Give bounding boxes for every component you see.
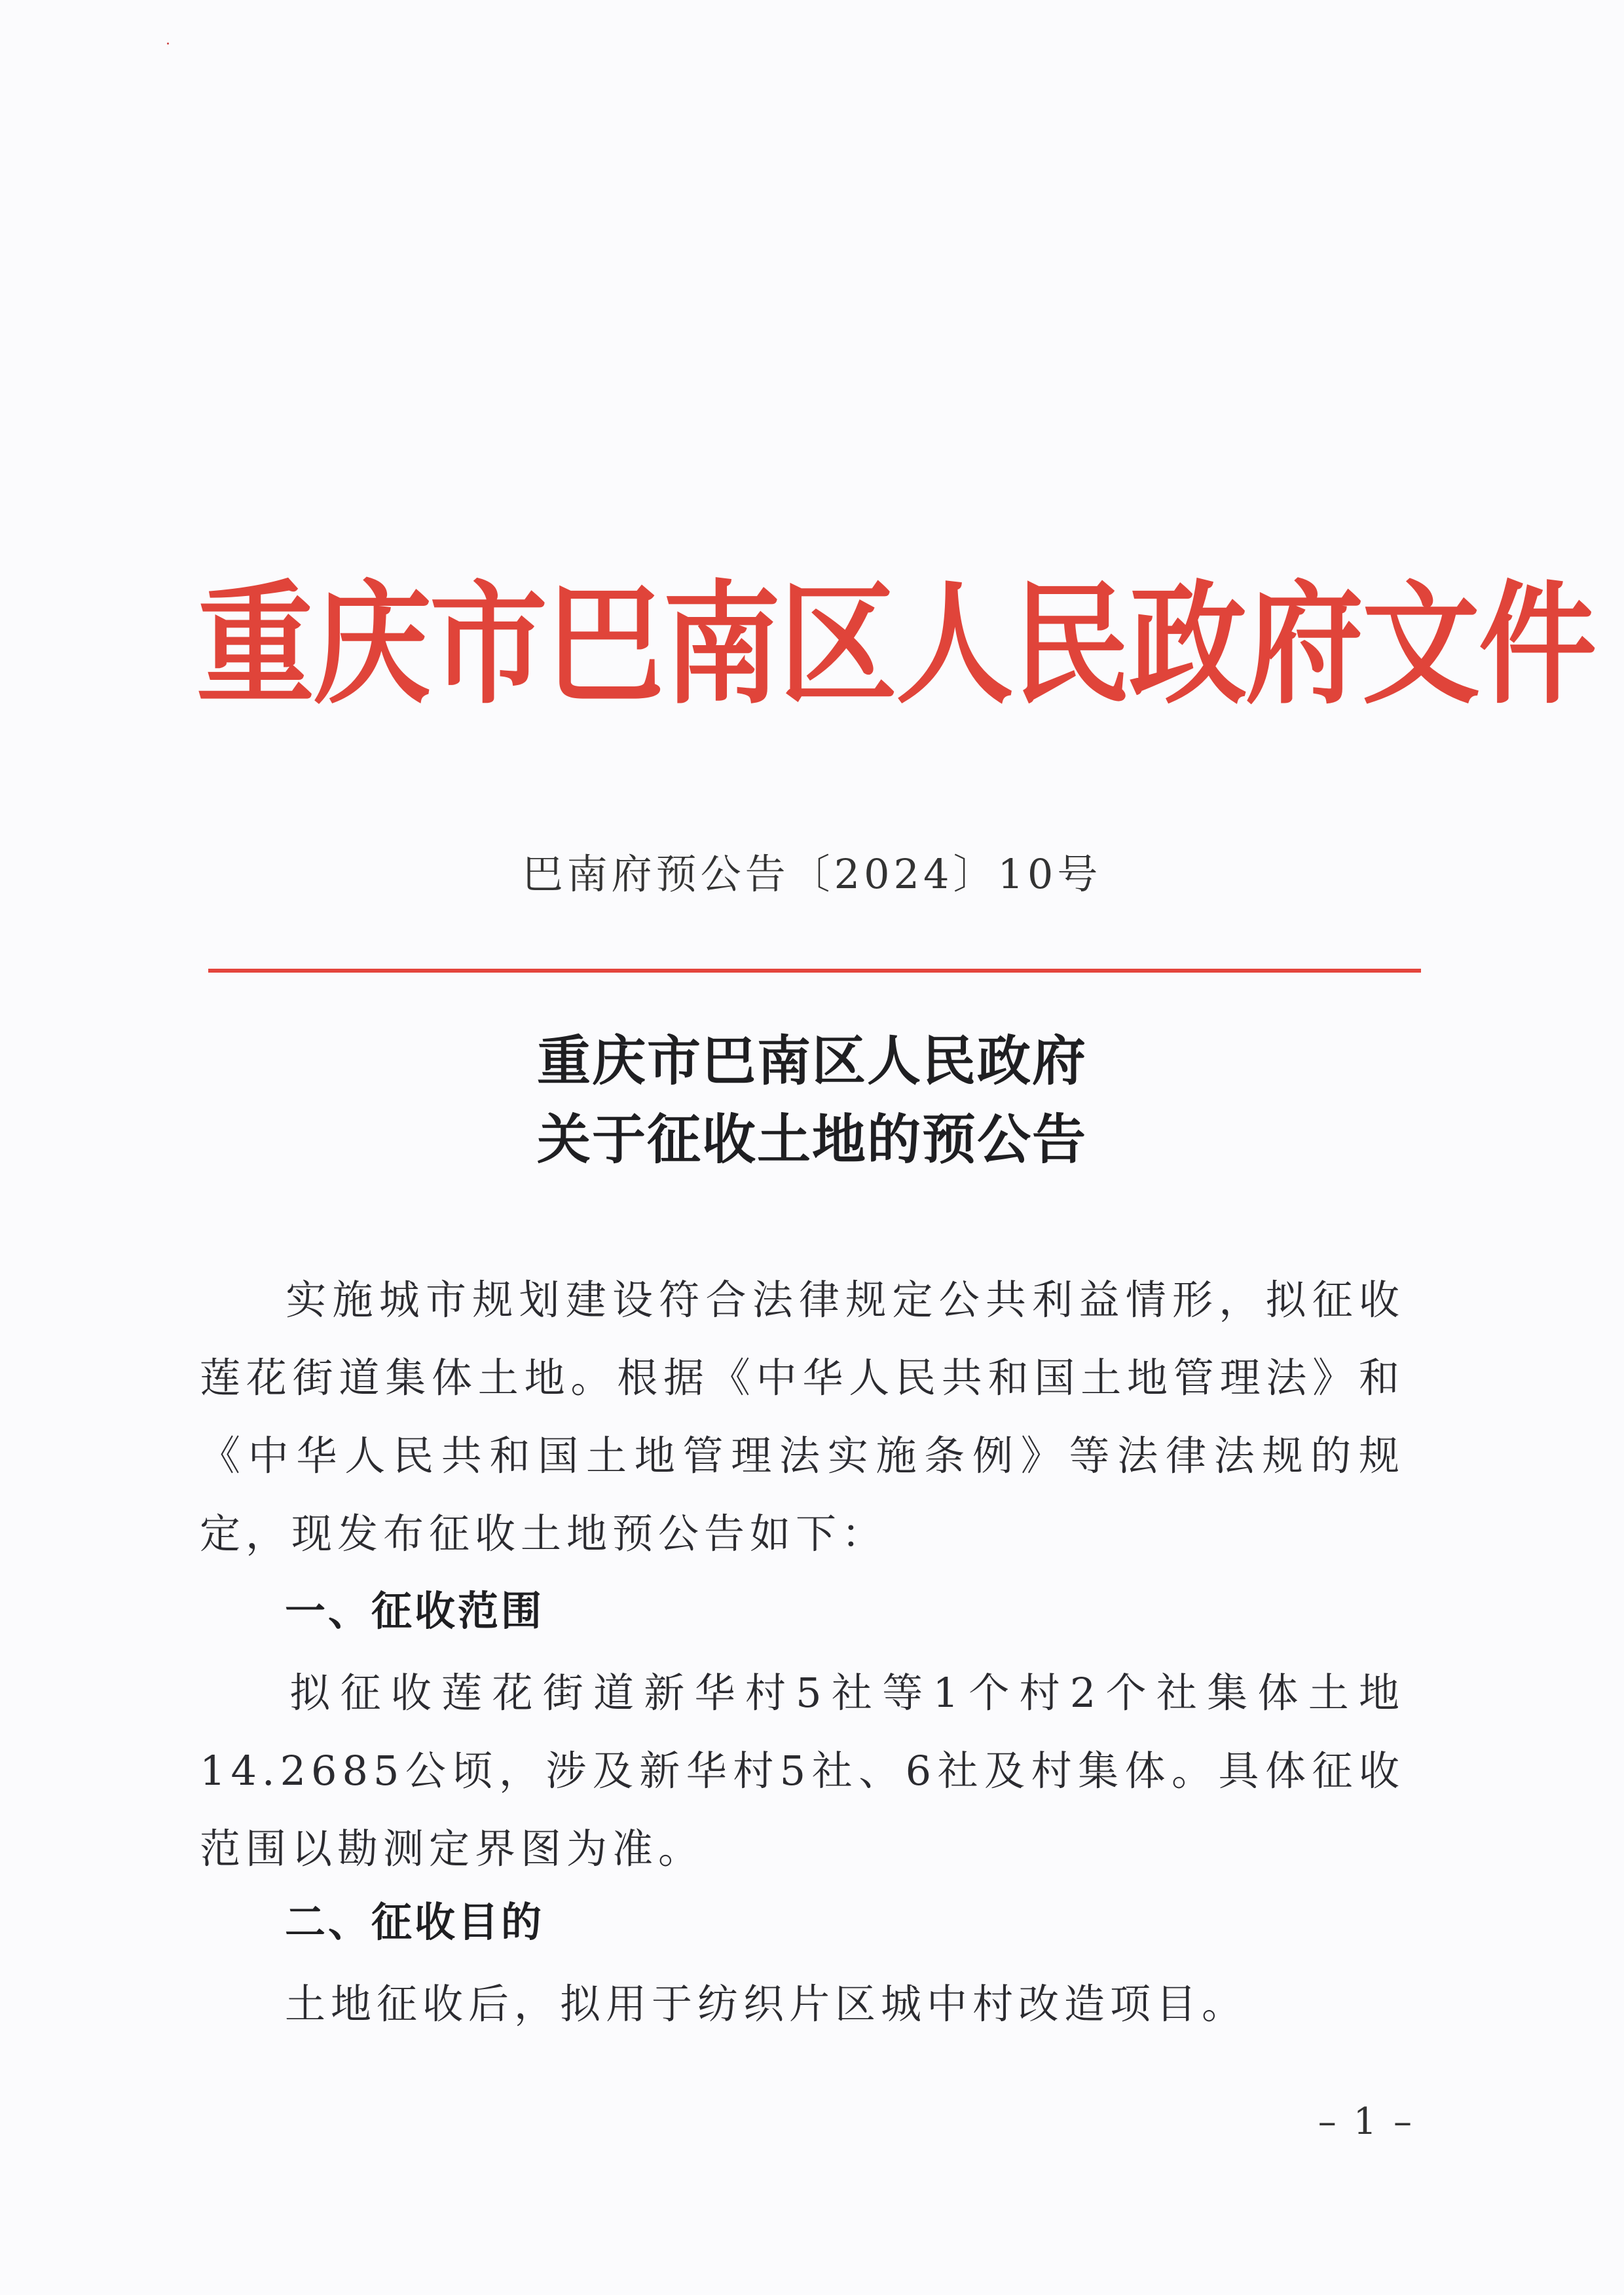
document-number: 巴南府预公告〔2024〕10号 [522,850,1102,898]
section-heading-purpose: 二、征收目的 [285,1898,545,1946]
page-number: – 1 – [1318,2100,1414,2143]
red-divider-rule [208,969,1421,973]
scope-text: 拟征收莲花街道新华村5社等1个村2个社集体土地14.2685公顷，涉及新华村5社、6社及村集体。具体征收范围以勘测定界图为准。 [200,1669,1405,1873]
intro-paragraph [200,1261,1405,1573]
intro-text: 实施城市规划建设符合法律规定公共利益情形，拟征收莲花街道集体土地。根据《中华人民共和国土地管理法》和《中华人民共和国土地管理法实施条例》等法律法规的规定，现发布征收土地预公告如下： [200,1276,1405,1558]
section-body-purpose [200,1965,1405,2043]
notice-title-line-2: 关于征收土地的预公告 [536,1108,1087,1171]
purpose-text: 土地征收后，拟用于纺织片区城中村改造项目。 [285,1980,1248,2028]
notice-title-line-1: 重庆市巴南区人民政府 [536,1030,1087,1092]
section-heading-scope: 一、征收范围 [285,1587,545,1635]
section-body-scope [200,1654,1405,1888]
scan-speck [167,43,169,45]
masthead-title: 重庆市巴南区人民政府文件 [196,567,1596,722]
